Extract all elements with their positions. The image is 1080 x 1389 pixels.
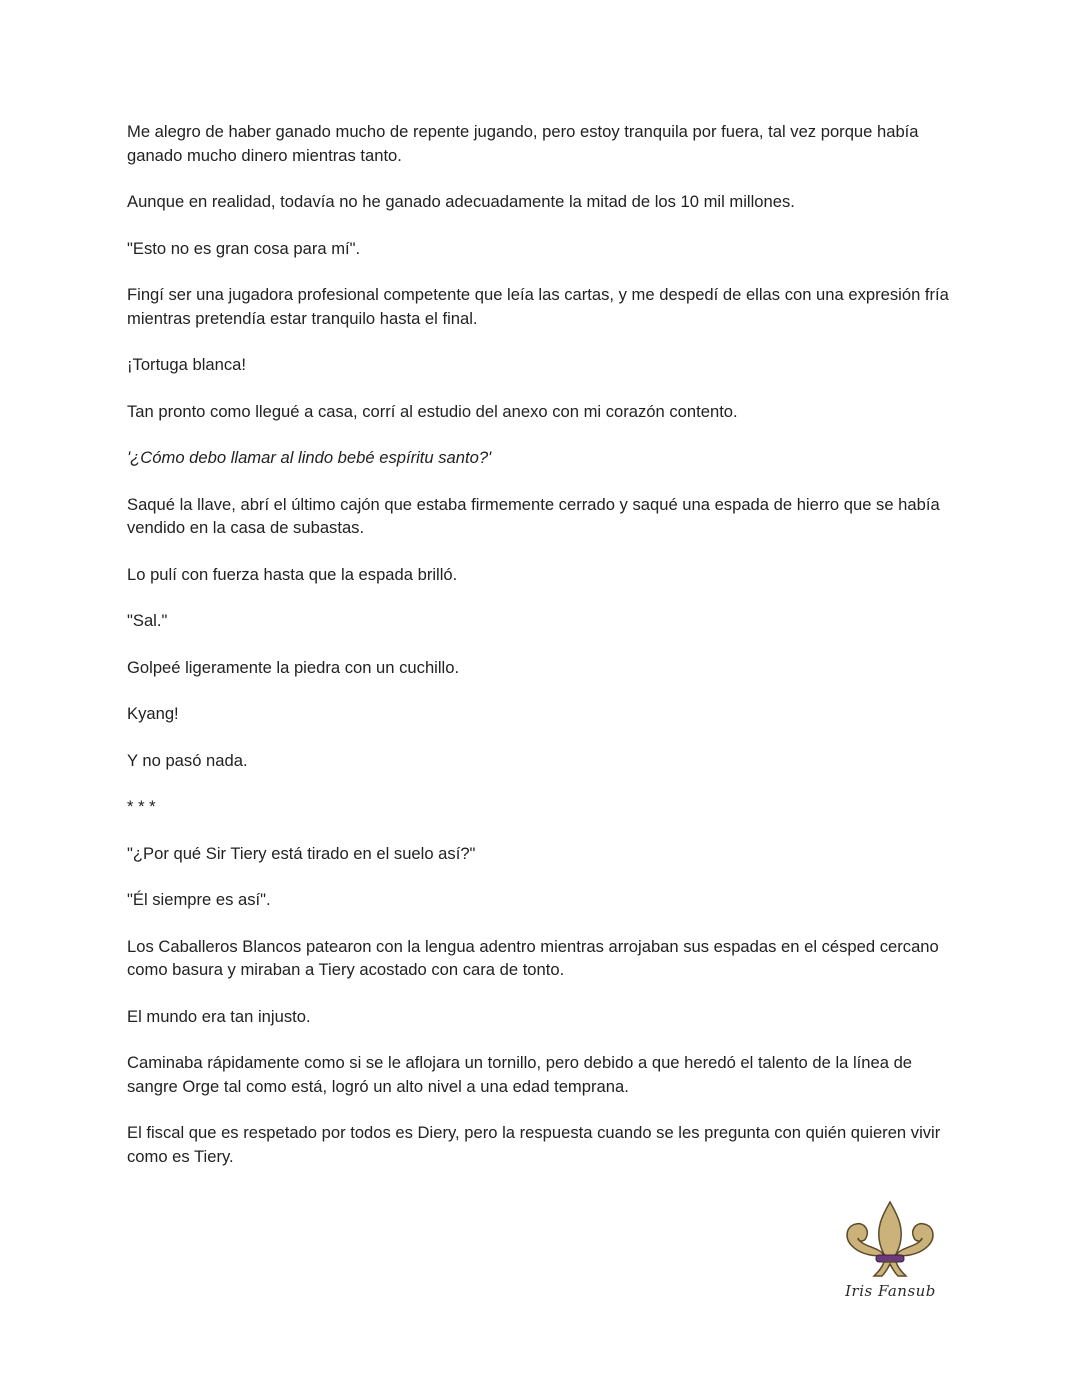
paragraph: Saqué la llave, abrí el último cajón que estaba firmemente cerrado y saqué una espada de hierro que se había vendido en la casa de subastas. (127, 494, 940, 537)
paragraph: El fiscal que es respetado por todos es Diery, pero la respuesta cuando se les pregunta con quién quieren vivir como es Tiery. (127, 1123, 941, 1166)
paragraph: "Él siempre es así". (127, 890, 271, 909)
paragraph: Fingí ser una jugadora profesional competente que leía las cartas, y me despedí de ellas con una expresión fría mientras pretendía estar tranquilo hasta el final. (127, 285, 949, 328)
paragraph: Aunque en realidad, todavía no he ganado adecuadamente la mitad de los 10 mil millones. (127, 192, 795, 211)
paragraph: '¿Cómo debo llamar al lindo bebé espíritu santo?' (127, 448, 492, 467)
paragraph: ¡Tortuga blanca! (127, 355, 246, 374)
paragraph: El mundo era tan injusto. (127, 1006, 311, 1026)
fleur-de-lis-icon (838, 1198, 943, 1282)
paragraph: * * * (127, 797, 156, 816)
paragraph: Golpeé ligeramente la piedra con un cuchillo. (127, 657, 460, 677)
paragraph: "Esto no es gran cosa para mí". (127, 238, 361, 258)
paragraph: Y no pasó nada. (127, 750, 248, 770)
paragraph: Lo pulí con fuerza hasta que la espada brilló. (127, 564, 458, 584)
paragraph: Los Caballeros Blancos patearon con la lengua adentro mientras arrojaban sus espadas en el césped cercano como basura y miraban a Tiery acostado con cara de tonto. (127, 936, 939, 979)
paragraph: Kyang! (127, 704, 179, 723)
logo-text: Iris Fansub (845, 1282, 936, 1300)
paragraph: Caminaba rápidamente como si se le aflojara un tornillo, pero debido a que heredó el talento de la línea de sangre Orge tal como está, logró un alto nivel a una edad temprana. (127, 1053, 913, 1096)
paragraph: Tan pronto como llegué a casa, corrí al estudio del anexo con mi corazón contento. (127, 401, 738, 421)
paragraph: "Sal." (127, 611, 168, 630)
paragraph: Me alegro de haber ganado mucho de repente jugando, pero estoy tranquila por fuera, tal vez porque había ganado mucho dinero mientras tanto. (127, 122, 919, 165)
fansub-logo (838, 1198, 943, 1310)
document-body (127, 120, 957, 1191)
paragraph: "¿Por qué Sir Tiery está tirado en el suelo así?" (127, 843, 476, 863)
